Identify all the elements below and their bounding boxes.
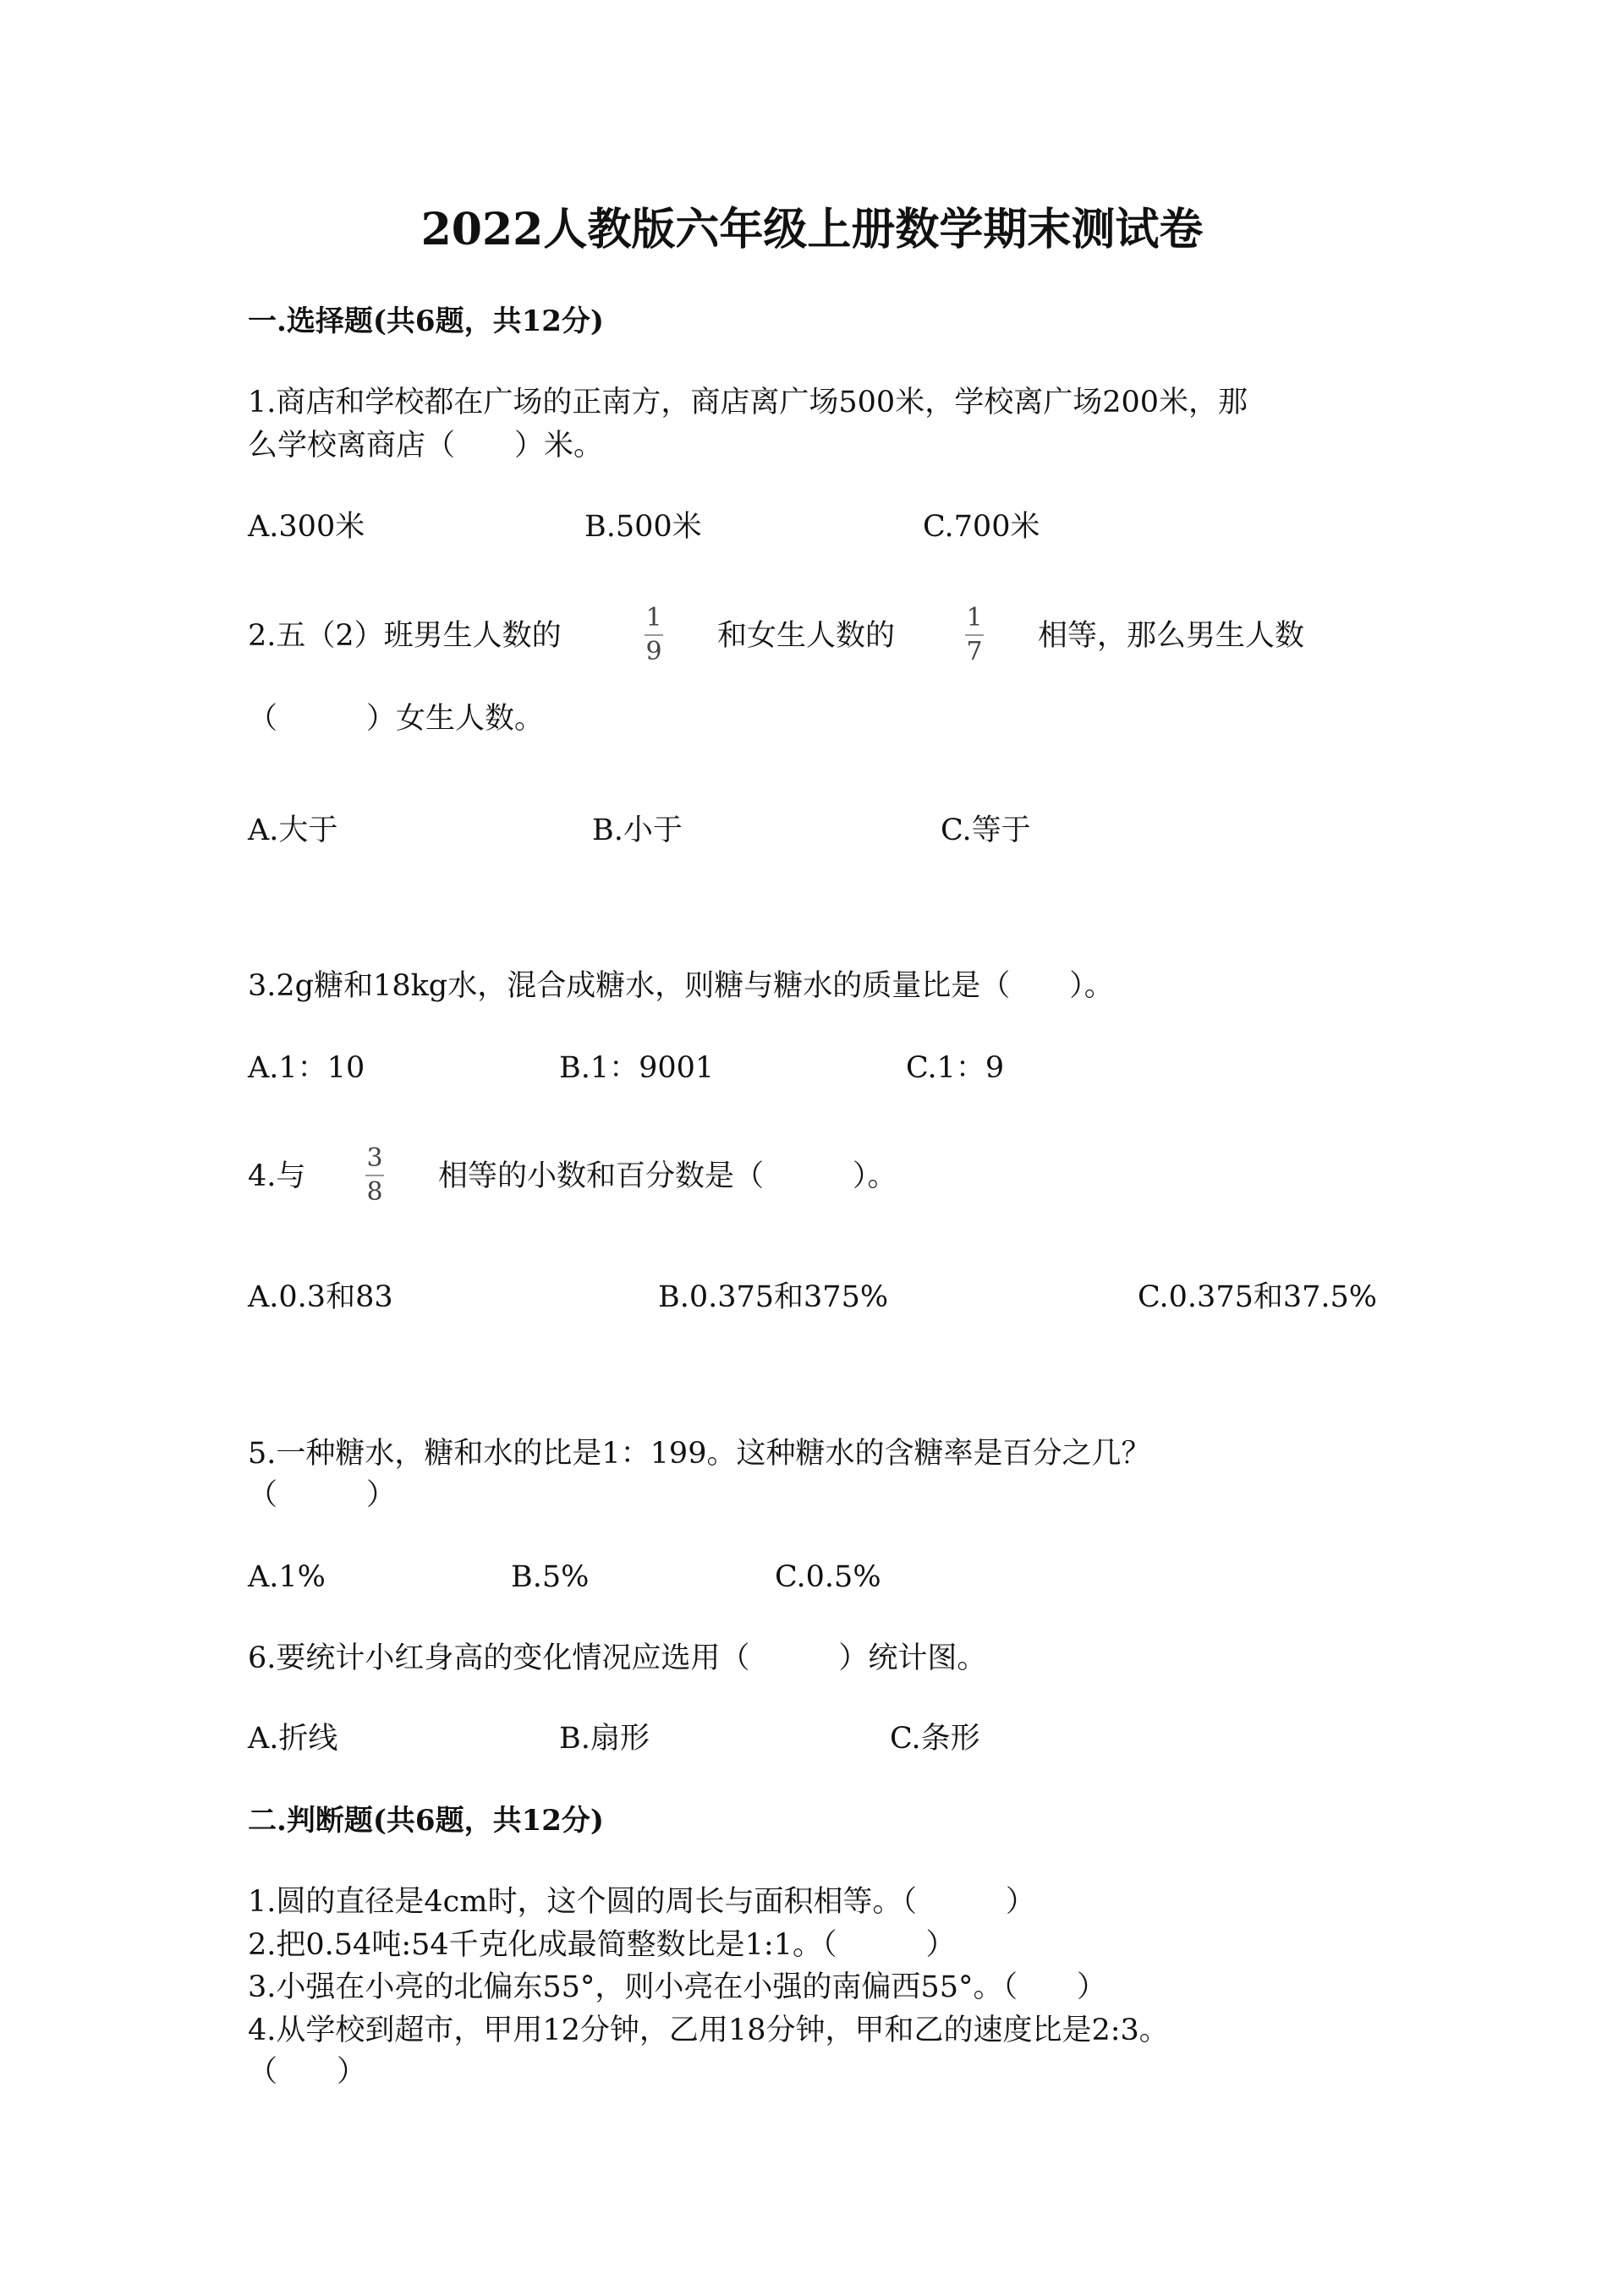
judge-item-3: 3.小强在小亮的北偏东55°，则小亮在小强的南偏西55°。（ ）: [248, 1970, 1106, 2004]
q1-option-b: B.500米: [584, 510, 702, 544]
question-4-text: 4.与: [248, 1159, 306, 1193]
q6-option-c: C.条形: [890, 1722, 980, 1756]
q6-option-b: B.扇形: [559, 1722, 650, 1756]
fraction-one-ninth: [645, 604, 663, 666]
numerator: 3: [366, 1143, 383, 1173]
question-2-text-cont: （ ）女生人数。: [248, 702, 545, 736]
q4-option-c: C.0.375和37.5%: [1138, 1280, 1378, 1314]
q2-option-c: C.等于: [941, 814, 1031, 847]
question-3-text: 3.2g糖和18kg水，混合成糖水，则糖与糖水的质量比是（ ）。: [248, 969, 1114, 1003]
fraction-one-seventh: [965, 604, 984, 666]
judge-item-2: 2.把0.54吨:54千克化成最简整数比是1:1。（ ）: [248, 1928, 956, 1962]
q3-option-b: B.1：9001: [559, 1051, 715, 1085]
question-1-text: 1.商店和学校都在广场的正南方，商店离广场500米，学校离广场200米，那: [248, 386, 1248, 419]
q1-option-c: C.700米: [923, 510, 1040, 544]
judge-item-4: 4.从学校到超市，甲用12分钟，乙用18分钟，甲和乙的速度比是2:3。: [248, 2014, 1169, 2047]
question-4-text-end: 相等的小数和百分数是（ ）。: [438, 1159, 897, 1193]
judge-item-4-cont: （ ）: [248, 2055, 367, 2089]
q3-option-a: A.1：10: [248, 1051, 365, 1085]
section-heading-judge: 二.判断题(共6题，共12分): [248, 1804, 604, 1838]
q1-option-a: A.300米: [248, 510, 365, 544]
q4-option-a: A.0.3和83: [248, 1280, 393, 1314]
q2-option-a: A.大于: [248, 814, 338, 847]
question-5-text: 5.一种糖水，糖和水的比是1：199。这种糖水的含糖率是百分之几？: [248, 1437, 1151, 1471]
numerator: 1: [966, 603, 983, 633]
question-5-text-cont: （ ）: [248, 1478, 397, 1512]
question-2-text: 2.五（2）班男生人数的: [248, 619, 562, 653]
q5-option-b: B.5%: [511, 1560, 590, 1594]
numerator: 1: [645, 603, 662, 633]
q6-option-a: A.折线: [248, 1722, 338, 1756]
q3-option-c: C.1：9: [906, 1051, 1005, 1085]
q2-option-b: B.小于: [592, 814, 683, 847]
q5-option-c: C.0.5%: [775, 1560, 881, 1594]
section-heading-choice: 一.选择题(共6题，共12分): [248, 304, 604, 338]
denominator: 9: [645, 637, 662, 666]
question-1-text-cont: 么学校离商店（ ）米。: [248, 429, 604, 463]
page-title: 2022人教版六年级上册数学期末测试卷: [420, 204, 1204, 255]
q5-option-a: A.1%: [248, 1560, 326, 1594]
question-2-text-mid: 和女生人数的: [717, 619, 896, 653]
fraction-three-eighths: [365, 1144, 384, 1207]
question-2-text-end: 相等，那么男生人数: [1038, 619, 1305, 653]
denominator: 8: [366, 1177, 383, 1207]
denominator: 7: [966, 637, 983, 666]
judge-item-1: 1.圆的直径是4cm时，这个圆的周长与面积相等。（ ）: [248, 1885, 1035, 1919]
question-6-text: 6.要统计小红身高的变化情况应选用（ ）统计图。: [248, 1641, 987, 1675]
q4-option-b: B.0.375和375%: [658, 1280, 889, 1314]
